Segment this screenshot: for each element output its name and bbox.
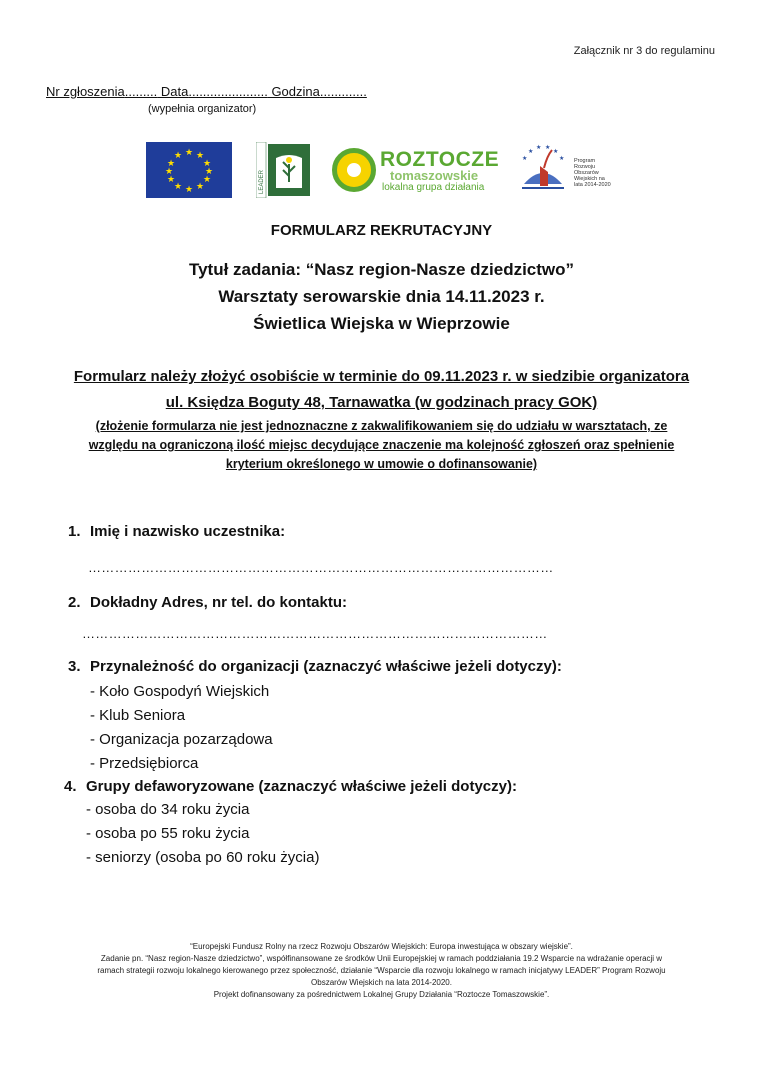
question-3-number: 3. bbox=[68, 658, 81, 675]
svg-text:★: ★ bbox=[553, 148, 559, 155]
prow-logo-text: Program Rozwoju Obszarów Wiejskich na lata 2014-2020 bbox=[574, 158, 611, 188]
question-3-label: Przynależność do organizacji (zaznaczyć właściwe jeżeli dotyczy): bbox=[90, 658, 562, 675]
question-4-number: 4. bbox=[64, 778, 77, 795]
question-1 bbox=[68, 523, 285, 540]
prow-logo bbox=[514, 142, 614, 198]
footer-line-2: Zadanie pn. “Nasz region-Nasze dziedzictwo”, współfinansowane ze środków Unii Europejskiej w ramach poddziałania 19.2 Wsparcie na wdrażanie operacji w bbox=[100, 954, 663, 963]
funding-footer bbox=[40, 941, 723, 1001]
question-4 bbox=[64, 778, 517, 795]
registration-line bbox=[46, 84, 367, 99]
registration-time-label: Godzina bbox=[267, 84, 320, 99]
svg-text:★: ★ bbox=[528, 148, 534, 155]
question-2 bbox=[68, 594, 347, 611]
leader-logo bbox=[256, 142, 312, 198]
svg-text:★: ★ bbox=[522, 155, 528, 162]
org-option-ngo[interactable]: - Organizacja pozarządowa bbox=[90, 731, 273, 748]
task-title: Tytuł zadania: “Nasz region-Nasze dziedzictwo” bbox=[188, 260, 575, 279]
svg-text:★: ★ bbox=[559, 155, 565, 162]
roztocze-logo-tagline: lokalna grupa działania bbox=[382, 182, 485, 193]
deadline-line-1: Formularz należy złożyć osobiście w terminie do 09.11.2023 r. w siedzibie organizatora bbox=[73, 368, 690, 385]
task-heading bbox=[0, 256, 763, 337]
registration-number-label: Nr zgłoszenia bbox=[46, 84, 125, 99]
organizer-fill-note: (wypełnia organizator) bbox=[148, 103, 257, 115]
deadline-line-2: ul. Księdza Boguty 48, Tarnawatka (w godzinach pracy GOK) bbox=[165, 394, 598, 411]
leader-logo-text: LEADER bbox=[259, 169, 265, 194]
address-phone-field[interactable]: …………………………………………………………………………………………… bbox=[82, 626, 548, 641]
roztocze-sun-icon bbox=[332, 148, 376, 192]
registration-number-dots: ......... bbox=[124, 84, 158, 99]
group-option-seniors-60[interactable]: - seniorzy (osoba po 60 roku życia) bbox=[86, 849, 320, 866]
registration-date-dots: ...................... bbox=[188, 84, 268, 99]
question-2-label: Dokładny Adres, nr tel. do kontaktu: bbox=[90, 594, 347, 611]
org-option-kgw[interactable]: - Koło Gospodyń Wiejskich bbox=[90, 683, 270, 700]
attachment-note: Załącznik nr 3 do regulaminu bbox=[573, 45, 715, 57]
logo-bar bbox=[146, 142, 616, 200]
task-location: Świetlica Wiejska w Wieprzowie bbox=[253, 314, 510, 333]
question-4-label: Grupy defaworyzowane (zaznaczyć właściwe jeżeli dotyczy): bbox=[86, 778, 517, 795]
group-option-over-55[interactable]: - osoba po 55 roku życia bbox=[86, 825, 250, 842]
question-1-number: 1. bbox=[68, 523, 81, 540]
group-option-under-34[interactable]: - osoba do 34 roku życia bbox=[86, 801, 250, 818]
roztocze-logo-name: ROZTOCZE bbox=[380, 148, 500, 171]
registration-date-label: Data bbox=[157, 84, 189, 99]
roztocze-tomaszowskie-logo bbox=[332, 144, 500, 196]
svg-text:★: ★ bbox=[545, 144, 551, 151]
footer-line-3: ramach strategii rozwoju lokalnego kierowanego przez społeczność, działanie “Wsparcie dla rozwoju lokalnego w ramach inicjatywy LEADER” Program Rozwoju bbox=[97, 966, 666, 975]
footer-line-4: Obszarów Wiejskich na lata 2014-2020. bbox=[311, 978, 452, 987]
roztocze-logo-region: tomaszowskie bbox=[390, 168, 479, 183]
question-1-label: Imię i nazwisko uczestnika: bbox=[90, 523, 286, 540]
question-3 bbox=[68, 658, 562, 675]
footer-line-5: Projekt dofinansowany za pośrednictwem Lokalnej Grupy Działania “Roztocze Tomaszowskie”. bbox=[213, 990, 550, 999]
svg-text:★: ★ bbox=[536, 144, 542, 151]
registration-time-dots: ............. bbox=[319, 84, 367, 99]
note-line-3: kryterium określonego w umowie o dofinansowanie) bbox=[225, 457, 538, 471]
prow-emblem-icon bbox=[514, 142, 572, 198]
note-line-1: (złożenie formularza nie jest jednoznaczne z zakwalifikowaniem się do udziału w warsztatach, ze bbox=[95, 419, 668, 433]
note-line-2: względu na ograniczoną ilość miejsc decydujące znaczenie ma kolejność zgłoszeń oraz spełnienie bbox=[88, 438, 675, 452]
org-option-entrepreneur[interactable]: - Przedsiębiorca bbox=[90, 755, 199, 772]
submission-deadline bbox=[0, 364, 763, 416]
participant-name-field[interactable]: …………………………………………………………………………………………… bbox=[88, 560, 554, 575]
footer-line-1: “Europejski Fundusz Rolny na rzecz Rozwoju Obszarów Wiejskich: Europa inwestująca w obszary wiejskie”. bbox=[190, 942, 573, 951]
question-2-number: 2. bbox=[68, 594, 81, 611]
task-workshop-date: Warsztaty serowarskie dnia 14.11.2023 r. bbox=[218, 287, 545, 306]
form-title: FORMULARZ REKRUTACYJNY bbox=[270, 222, 493, 239]
qualification-note bbox=[60, 417, 703, 474]
eu-flag-logo: ★ ★ ★ ★ ★ ★ ★ ★ ★ ★ ★ ★ bbox=[146, 142, 232, 198]
org-option-senior-club[interactable]: - Klub Seniora bbox=[90, 707, 186, 724]
